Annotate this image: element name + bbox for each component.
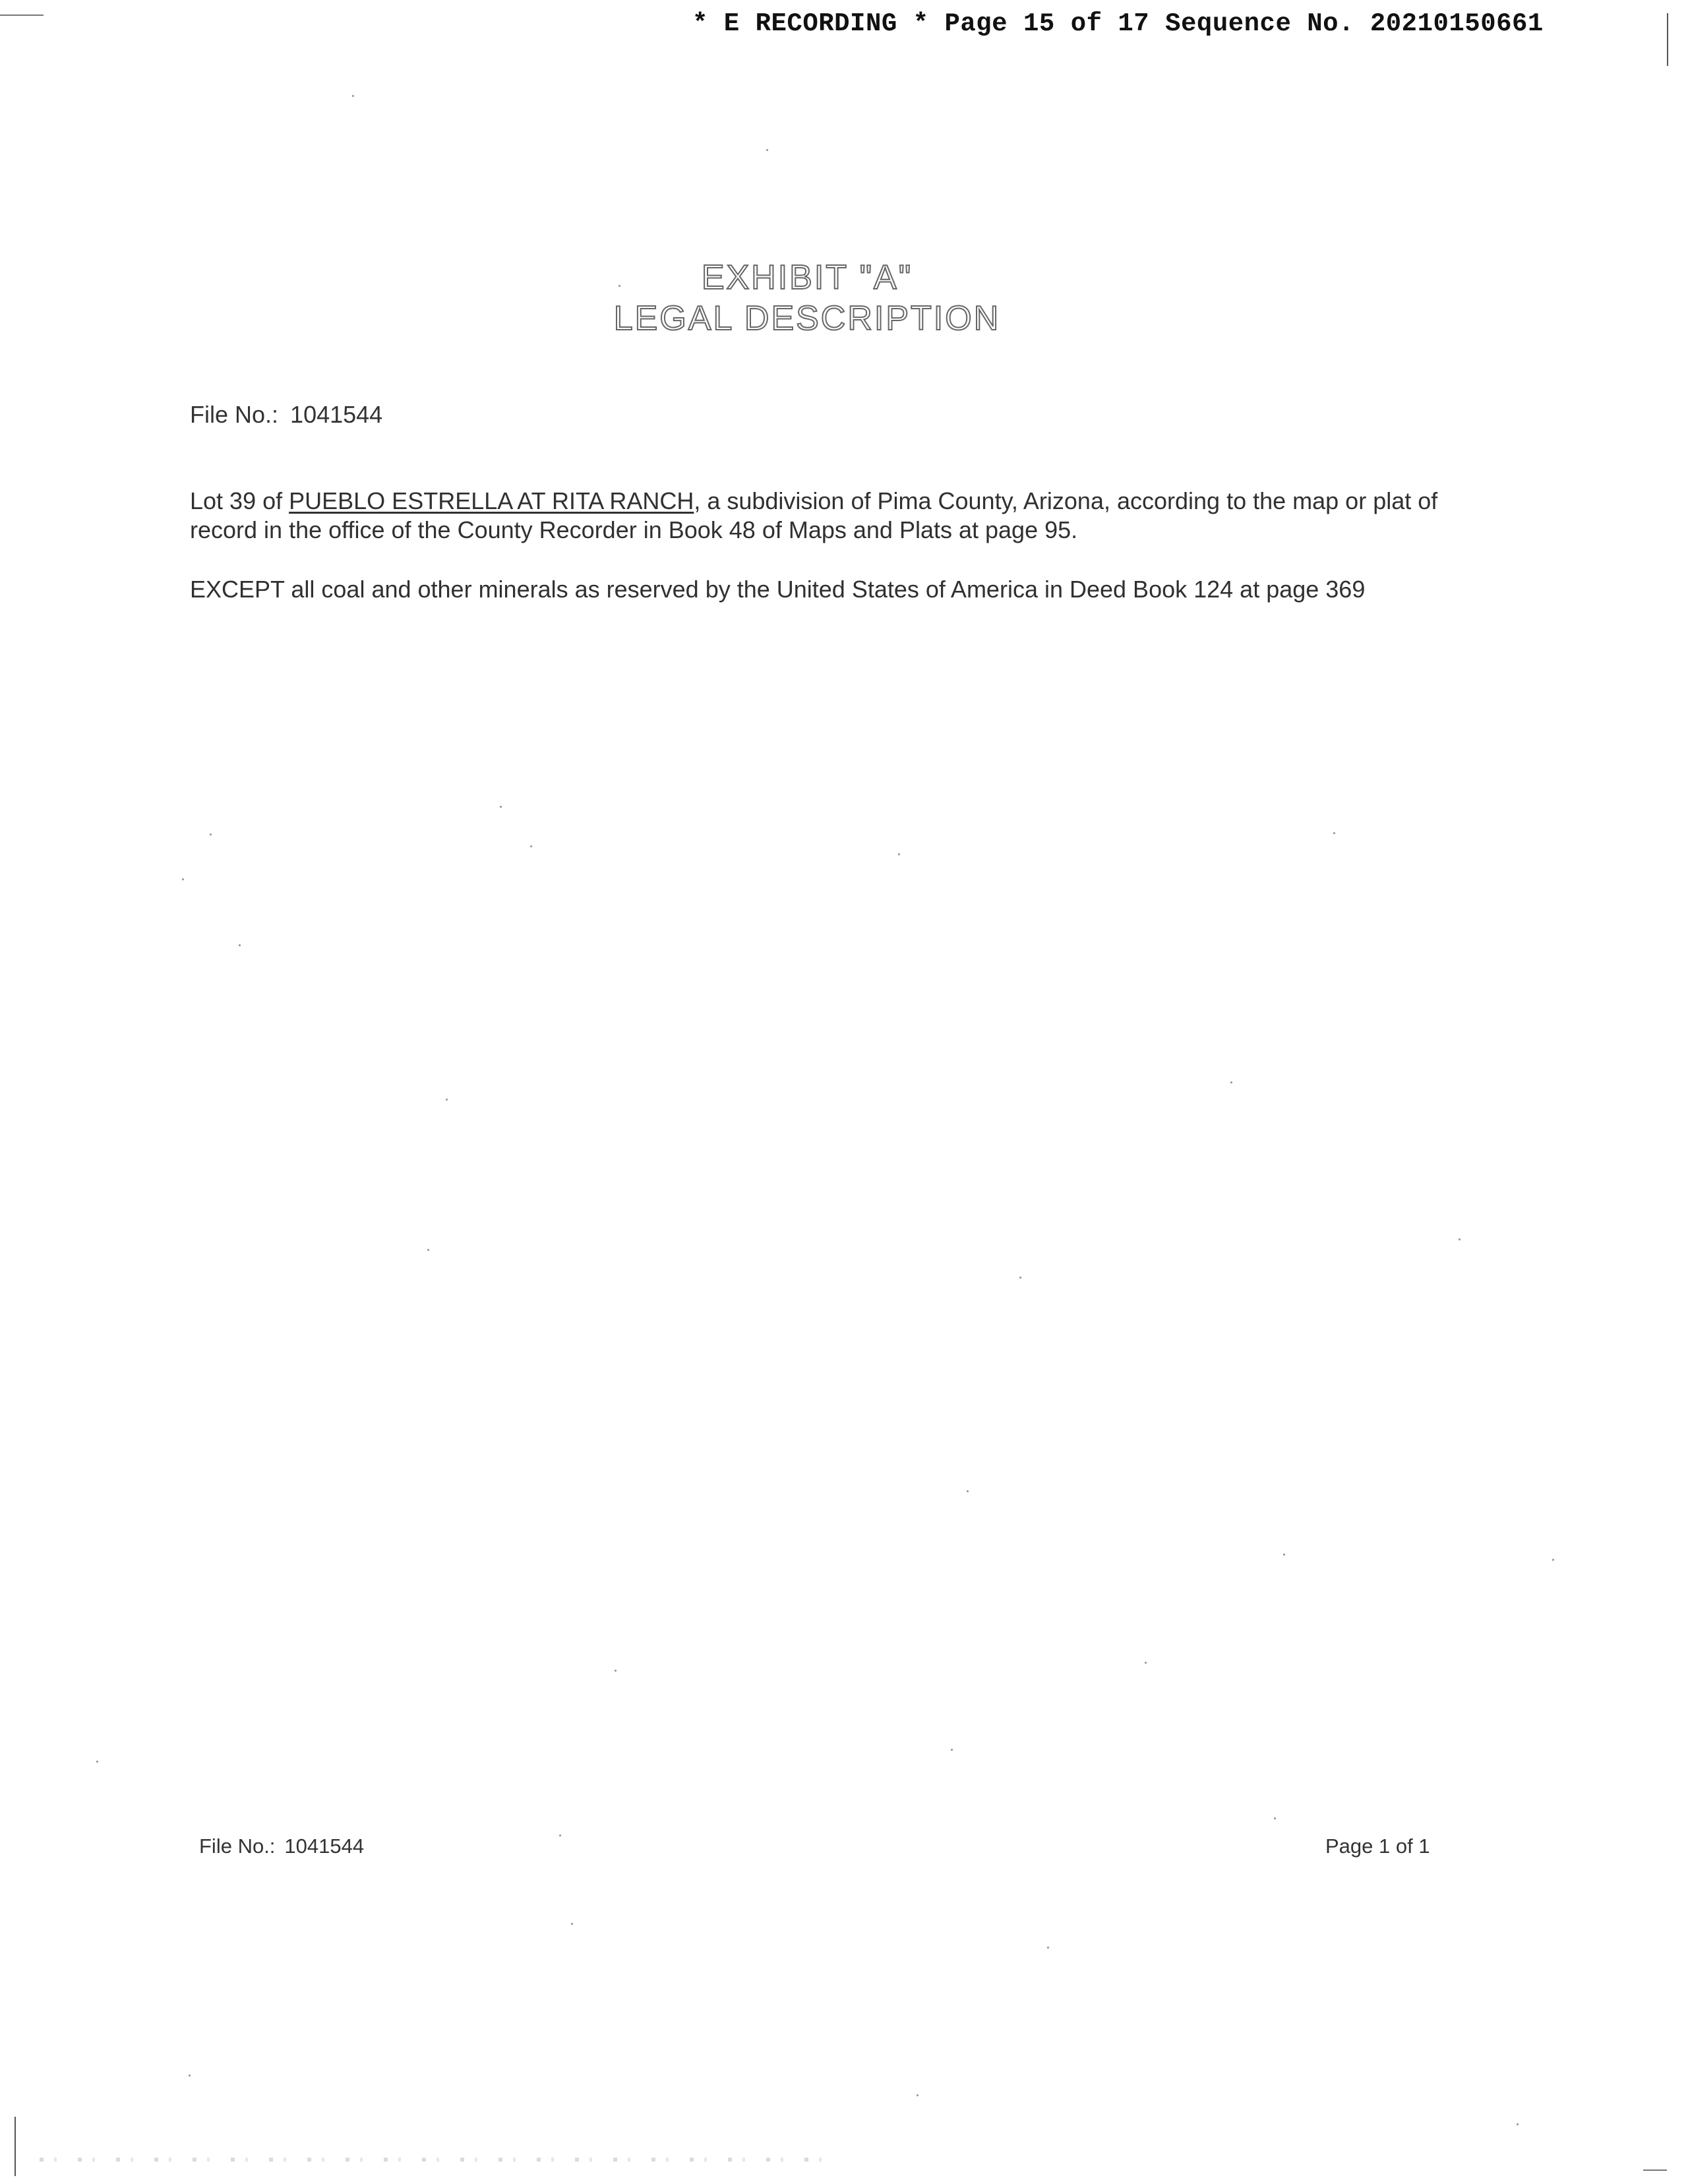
scan-speck (210, 834, 212, 835)
footer-page-number: Page 1 of 1 (1325, 1835, 1430, 1858)
scan-speck (530, 845, 532, 847)
footer-file-number-label: File No.: (199, 1835, 276, 1858)
exhibit-heading (0, 257, 1614, 339)
exhibit-subtitle: LEGAL DESCRIPTION (613, 299, 1001, 338)
file-number-value: 1041544 (290, 401, 383, 428)
scan-speck (189, 2075, 191, 2077)
scan-speck (917, 2094, 919, 2096)
file-number (190, 401, 382, 429)
legal-description-paragraph (190, 487, 1456, 545)
scan-speck (500, 806, 502, 808)
scan-speck (1283, 1554, 1285, 1556)
scan-speck (1459, 1238, 1461, 1240)
scan-noise-strip (40, 2158, 831, 2162)
scan-edge-mark (1643, 2169, 1667, 2171)
scan-speck (427, 1249, 429, 1251)
scan-speck (1145, 1662, 1147, 1664)
scan-speck (1019, 1277, 1021, 1279)
footer-file-number-value: 1041544 (284, 1835, 365, 1858)
scan-speck (1552, 1559, 1554, 1561)
scan-speck (967, 1490, 969, 1492)
scan-speck (1333, 832, 1335, 834)
scan-speck (571, 1923, 573, 1925)
exhibit-title: EXHIBIT "A" (701, 258, 913, 297)
lot-prefix: Lot 39 of (190, 487, 289, 514)
scan-speck (951, 1749, 953, 1751)
scan-speck (446, 1099, 448, 1101)
file-number-label: File No.: (190, 401, 279, 428)
scan-edge-mark (0, 15, 44, 16)
subdivision-name: PUEBLO ESTRELLA AT RITA RANCH (289, 487, 694, 514)
scan-speck (239, 944, 241, 946)
scan-edge-mark (1667, 13, 1668, 66)
scan-speck (1274, 1817, 1276, 1819)
scan-speck (352, 95, 354, 97)
scan-speck (1517, 2123, 1519, 2125)
scan-edge-mark (15, 2117, 16, 2176)
scan-speck (766, 149, 768, 151)
lot-description: , a subdivision of Pima County, Arizona, according to the map or plat of record in the office of the County Recorder in Book 48 of Maps and Plats at page 95. (190, 487, 1438, 543)
scan-speck (615, 1670, 617, 1672)
scan-speck (182, 878, 184, 880)
recording-header: * E RECORDING * Page 15 of 17 Sequence No. 20210150661 (692, 9, 1544, 38)
scan-speck (898, 853, 900, 855)
exception-paragraph: EXCEPT all coal and other minerals as reserved by the United States of America in Deed Book 124 at page 369 (190, 576, 1366, 603)
scan-speck (1230, 1081, 1232, 1083)
scan-speck (618, 285, 620, 287)
scan-speck (1047, 1947, 1049, 1949)
scan-speck (559, 1835, 561, 1836)
footer-file-number (199, 1835, 364, 1858)
scan-speck (96, 1761, 98, 1763)
